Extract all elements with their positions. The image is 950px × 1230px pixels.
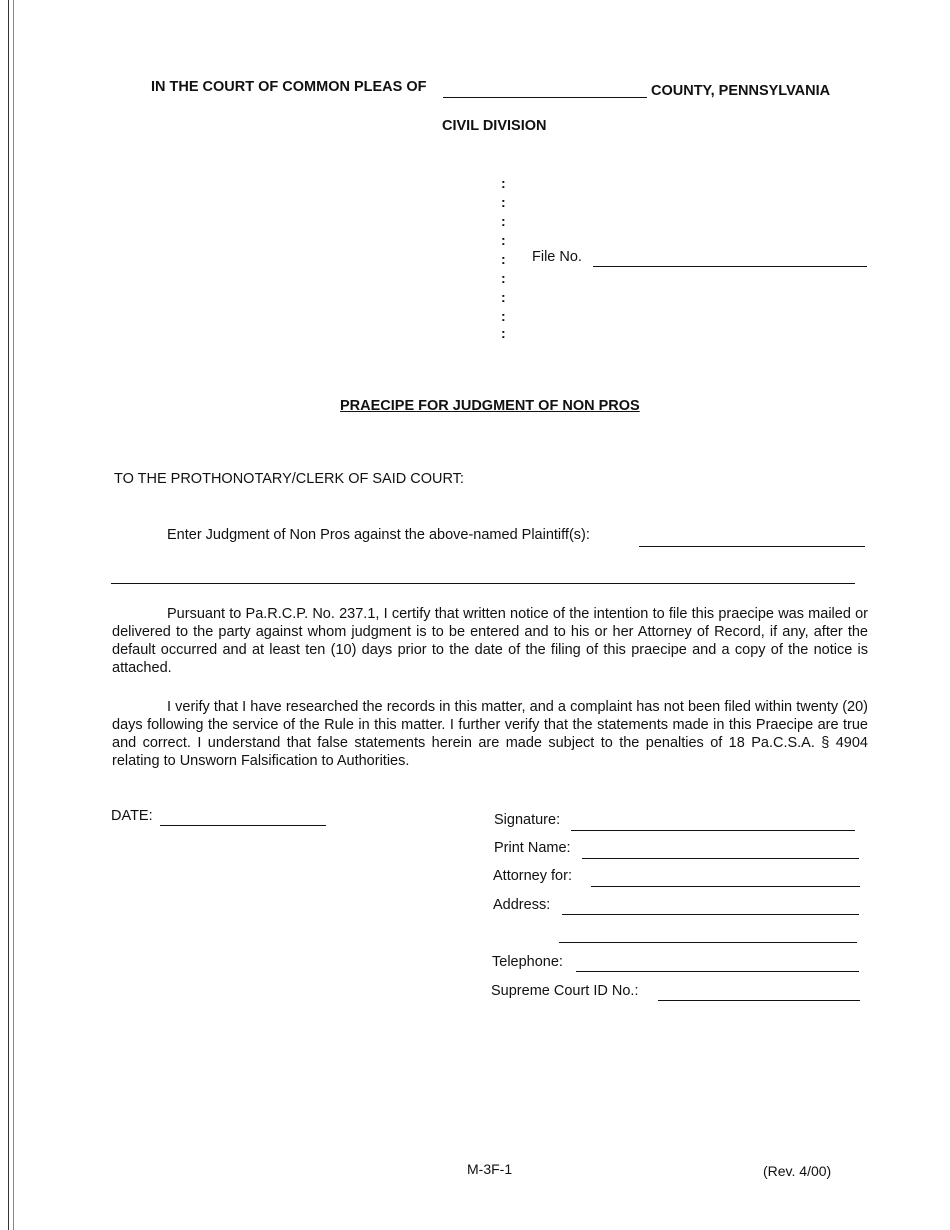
- supreme-court-id-label: Supreme Court ID No.:: [491, 983, 639, 999]
- supreme-court-id-field[interactable]: [658, 1000, 860, 1001]
- caption-separator: :: [501, 213, 506, 229]
- caption-separator: :: [501, 270, 506, 286]
- address-field[interactable]: [562, 914, 859, 915]
- county-suffix: COUNTY, PENNSYLVANIA: [651, 83, 831, 99]
- left-margin-rule: [8, 0, 9, 1230]
- revision-date: (Rev. 4/00): [763, 1163, 832, 1179]
- telephone-label: Telephone:: [492, 954, 563, 970]
- plaintiff-field-continued[interactable]: [111, 583, 855, 584]
- caption-separator: :: [501, 325, 506, 341]
- address-field-line2[interactable]: [559, 942, 857, 943]
- signature-label: Signature:: [494, 812, 561, 828]
- attorney-for-label: Attorney for:: [493, 868, 572, 884]
- court-prefix: IN THE COURT OF COMMON PLEAS OF: [151, 79, 427, 95]
- form-number: M-3F-1: [467, 1161, 513, 1177]
- document-title: PRAECIPE FOR JUDGMENT OF NON PROS: [340, 398, 640, 414]
- date-field[interactable]: [160, 825, 326, 826]
- verification-paragraph: I verify that I have researched the records in this matter, and a complaint has not been filed within twenty (20) days following the service of the Rule in this matter. I further verify that the statements made in this Praecipe are true and correct. I understand that false statements herein are made subject to the penalties of 18 Pa.C.S.A. § 4904 relating to Unsworn Falsification to Authorities.: [112, 699, 868, 769]
- telephone-field[interactable]: [576, 971, 859, 972]
- caption-separator: :: [501, 289, 506, 305]
- print-name-field[interactable]: [582, 858, 859, 859]
- county-blank[interactable]: [443, 97, 647, 98]
- attorney-for-field[interactable]: [591, 886, 860, 887]
- left-margin-rule-secondary: [13, 0, 14, 1230]
- print-name-label: Print Name:: [494, 840, 571, 856]
- signature-field[interactable]: [571, 830, 855, 831]
- caption-separator: :: [501, 308, 506, 324]
- plaintiff-field[interactable]: [639, 546, 865, 547]
- date-label: DATE:: [111, 808, 153, 824]
- caption-separator: :: [501, 232, 506, 248]
- file-no-label: File No.: [532, 249, 582, 265]
- division-title: CIVIL DIVISION: [442, 118, 547, 134]
- caption-separator: :: [501, 251, 506, 267]
- enter-judgment-text: Enter Judgment of Non Pros against the above-named Plaintiff(s):: [167, 527, 590, 543]
- addressee: TO THE PROTHONOTARY/CLERK OF SAID COURT:: [114, 471, 464, 487]
- caption-separator: :: [501, 175, 506, 191]
- caption-separator: :: [501, 194, 506, 210]
- file-no-field[interactable]: [593, 266, 867, 267]
- address-label: Address:: [493, 897, 551, 913]
- certification-paragraph: Pursuant to Pa.R.C.P. No. 237.1, I certify that written notice of the intention to file this praecipe was mailed or delivered to the party against whom judgment is to be entered and to his or her Attorney of Record, if any, after the default occurred and at least ten (10) days prior to the date of the filing of this praecipe and a copy of the notice is attached.: [112, 606, 868, 676]
